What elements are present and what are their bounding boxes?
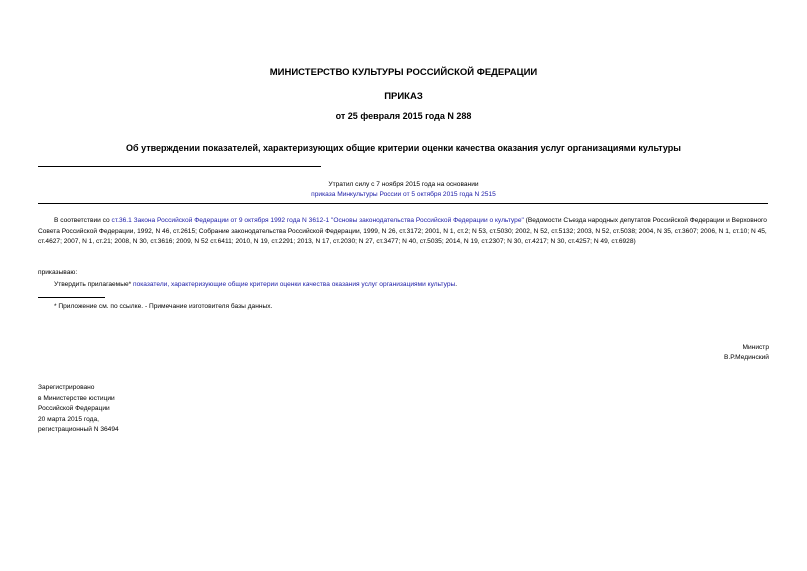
signature-name: В.Р.Мединский — [723, 354, 769, 361]
divider-long — [38, 203, 768, 204]
order-word: приказываю: — [38, 269, 78, 276]
preamble-paragraph — [38, 216, 770, 248]
preamble-intro: В соответствии со — [54, 217, 112, 224]
repeal-order-link[interactable]: приказа Минкультуры России от 5 октября 2015 года N 2515 — [311, 191, 496, 198]
law-link[interactable]: ст.36.1 Закона Российской Федерации от 9 октября 1992 года N 3612-1 "Основы законодательства Российской Федерации о культуре" — [111, 217, 524, 224]
approve-text: Утвердить прилагаемые* — [54, 281, 134, 288]
signature-position: Министр — [742, 344, 769, 351]
ministry-heading: МИНИСТЕРСТВО КУЛЬТУРЫ РОССИЙСКОЙ ФЕДЕРАЦИИ — [269, 67, 538, 78]
status-link-line — [0, 190, 807, 201]
document-date-number: от 25 февраля 2015 года N 288 — [335, 111, 472, 121]
footnote-divider — [38, 297, 105, 298]
preamble-sources: (Ведомости Съезда народных депутатов Российской Федерации и Верховного Совета Российской Федерации, 1992, N 46, ст.2615; Собрание законодательства Российской Федерации, 1999, N 26, ст.3172; 2001, N 1, ст.2; N 53, ст.5030; 2002, N 52, ст.5132; 2003, N 52, ст.5038; 2004, N 35, ст.3607; 2006, N 1, ст.10; N 45, ст.4627; 2007, N 1, ст.21; 2008, N 30, ст.3616; 2009, N 52 ст.6411; 2010, N 19, ст.2291; 2013, N 17, ст.2030; N 27, ст.3477; N 40, ст.5035; 2014, N 19, ст.2307; N 30, ст.4217; N 30, ст.4257; N 49, ст.6928) — [38, 217, 767, 245]
approve-paragraph — [54, 280, 457, 291]
document-title: Об утверждении показателей, характеризующих общие критерии оценки качества оказания услуг организациями культуры — [126, 143, 681, 153]
registration-line: регистрационный N 36494 — [38, 426, 119, 433]
registration-line: 20 марта 2015 года, — [38, 415, 99, 423]
document-type: ПРИКАЗ — [384, 91, 423, 102]
registration-line: Зарегистрировано — [38, 384, 95, 391]
registration-line: в Министерстве юстиции — [38, 394, 115, 402]
registration-line: Российской Федерации — [38, 405, 110, 412]
status-text: Утратил силу с 7 ноября 2015 года на основании — [328, 181, 479, 188]
footnote: * Приложение см. по ссылке. - Примечание изготовителя базы данных. — [54, 303, 273, 310]
approve-end: . — [455, 281, 458, 288]
registration-block — [38, 383, 119, 436]
indicators-link[interactable]: показатели, характеризующие общие критерии оценки качества оказания услуг организациями культуры — [133, 281, 456, 288]
divider-short — [38, 166, 321, 167]
